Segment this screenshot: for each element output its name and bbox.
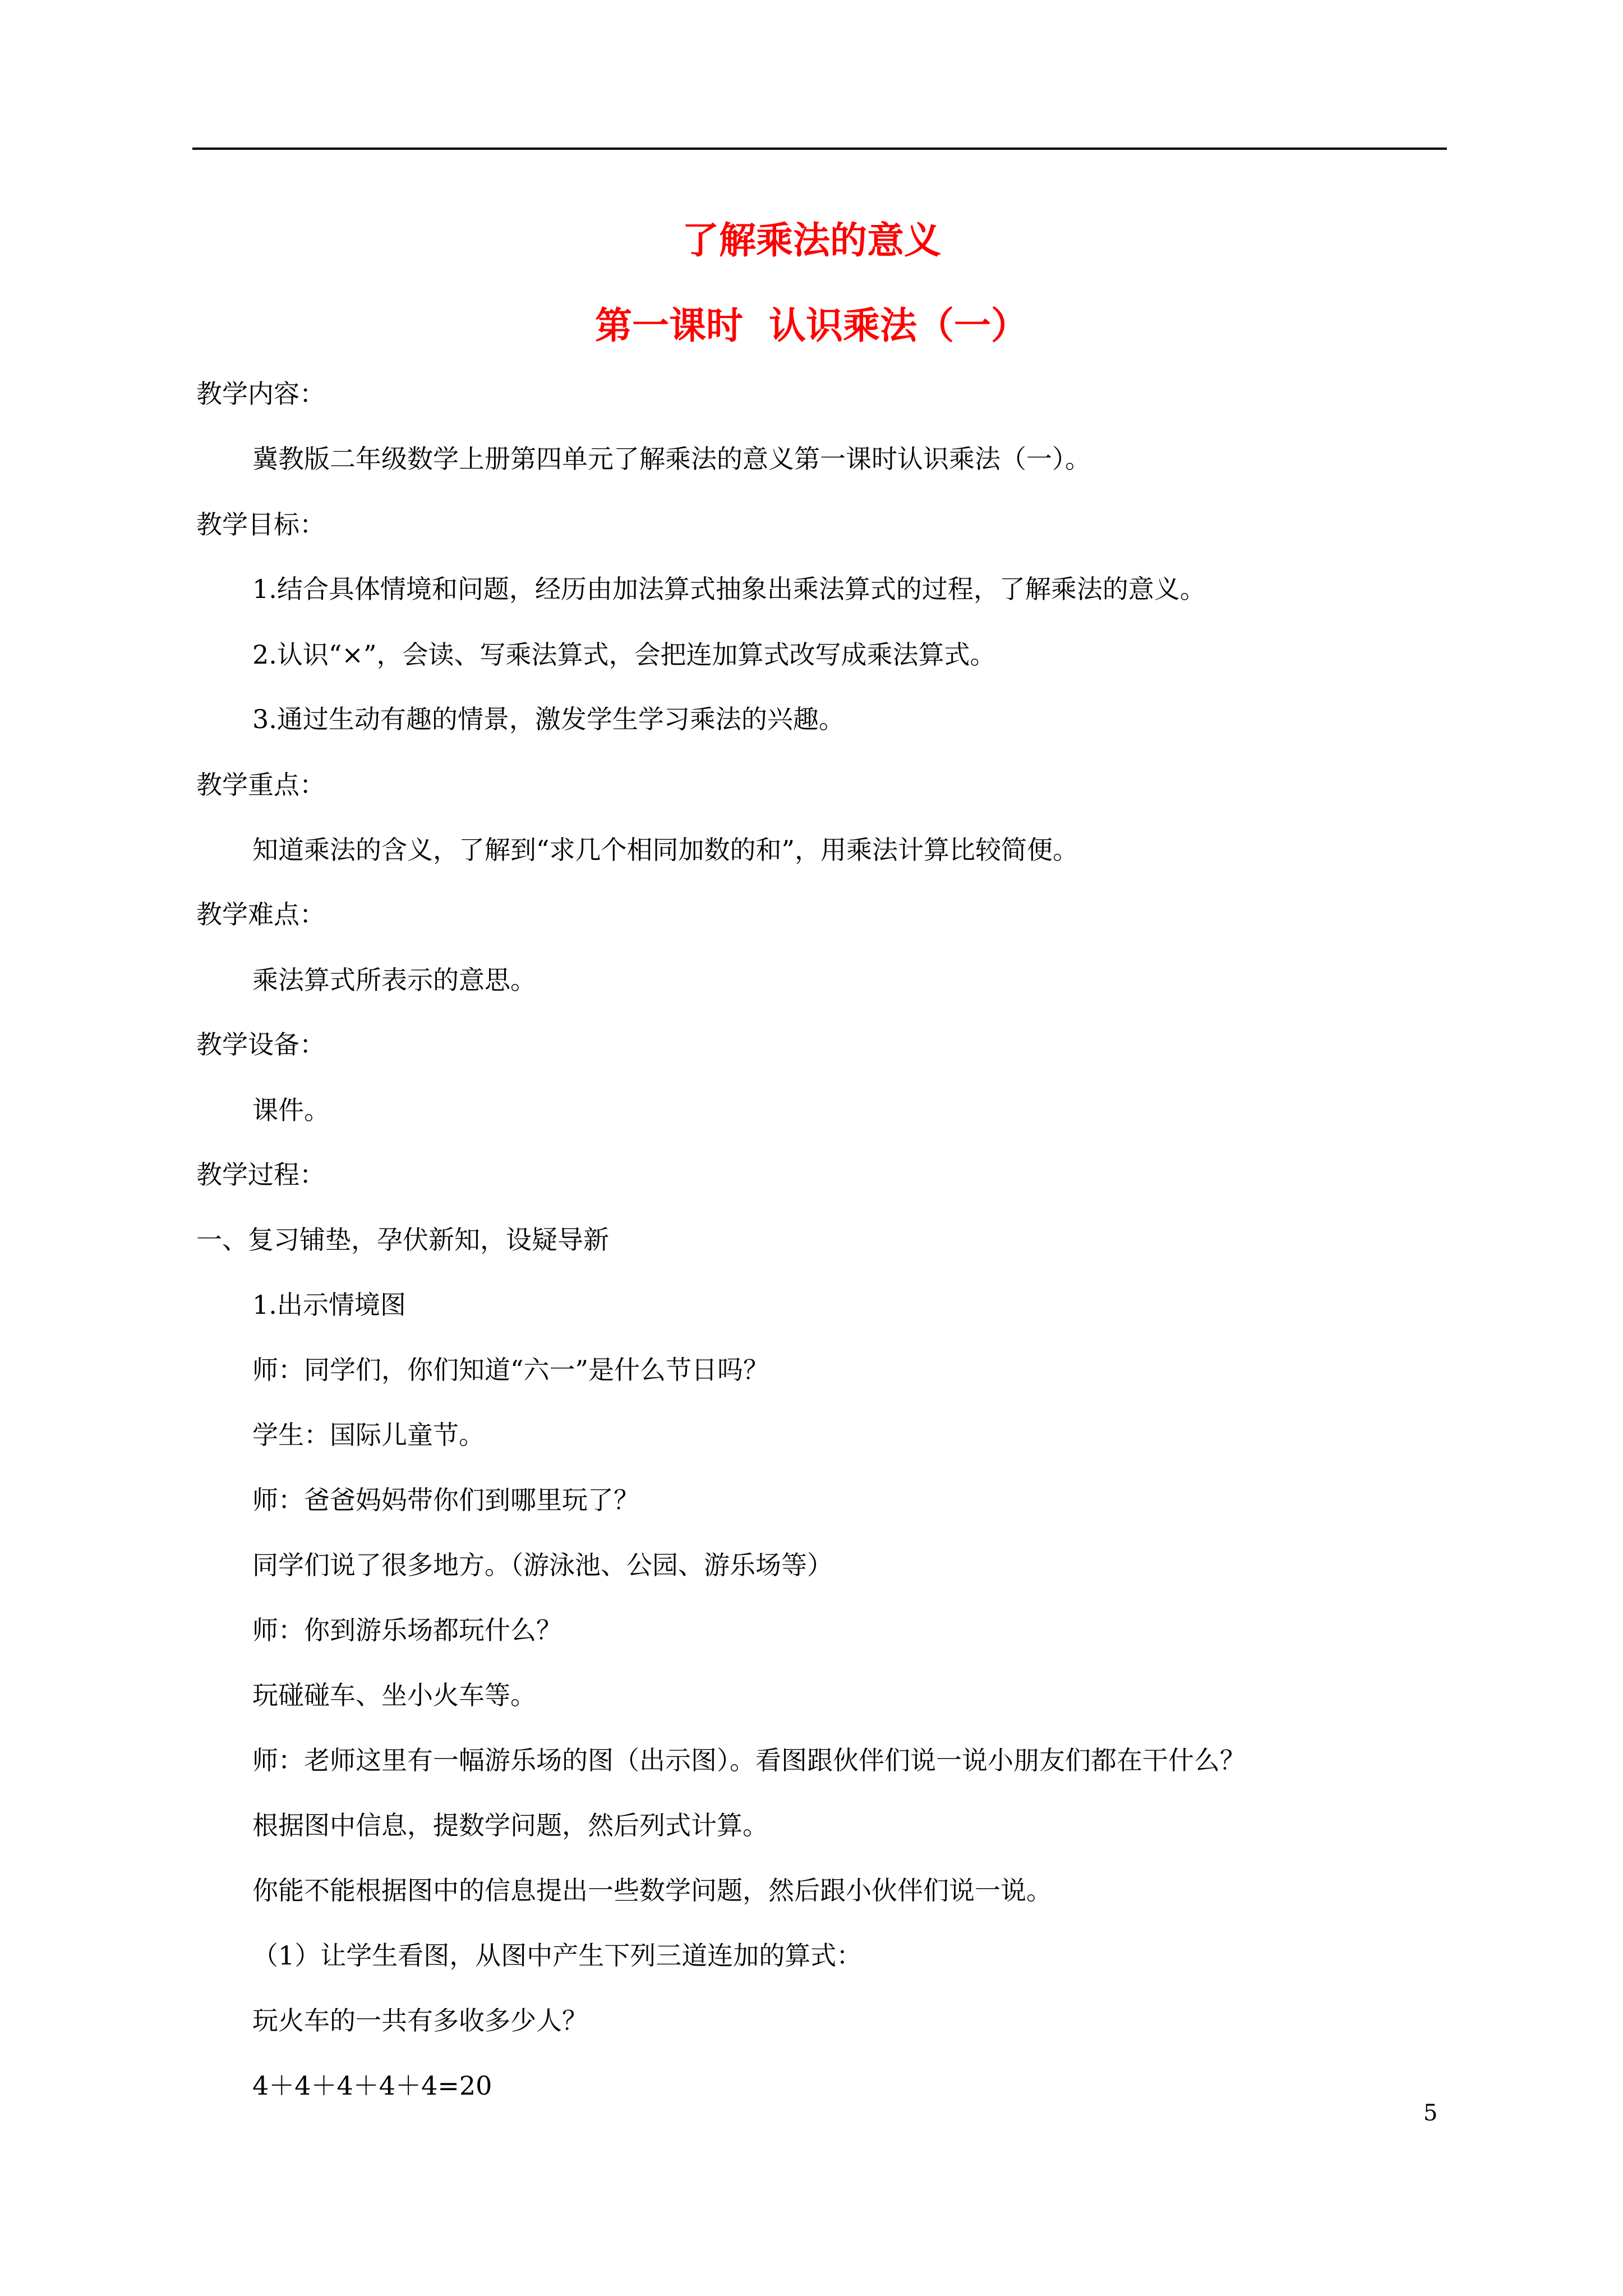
dialogue-line: 玩碰碰车、坐小火车等。 [252, 1680, 536, 1710]
dialogue-line: 师：你到游乐场都玩什么？ [252, 1615, 562, 1645]
dialogue-line: 学生：国际儿童节。 [252, 1420, 485, 1450]
goal-item-1: 1.结合具体情境和问题，经历由加法算式抽象出乘法算式的过程，了解乘法的意义。 [252, 574, 1206, 604]
addition-equation: 4＋4＋4＋4＋4=20 [252, 2070, 492, 2101]
goal-item-3: 3.通过生动有趣的情景，激发学生学习乘法的兴趣。 [252, 704, 845, 734]
dialogue-line: 同学们说了很多地方。（游泳池、公园、游乐场等） [252, 1550, 833, 1580]
goal-item-2: 2.认识“×”，会读、写乘法算式，会把连加算式改写成乘法算式。 [252, 639, 996, 670]
heading-equipment: 教学设备： [196, 1029, 325, 1060]
document-title: 了解乘法的意义 [682, 218, 941, 262]
heading-teaching-content: 教学内容： [196, 379, 325, 409]
header-rule [192, 148, 1447, 150]
body-line: 你能不能根据图中的信息提出一些数学问题，然后跟小伙伴们说一说。 [252, 1875, 1052, 1906]
body-line: 玩火车的一共有多收多少人？ [252, 2005, 588, 2036]
teaching-content-text: 冀教版二年级数学上册第四单元了解乘法的意义第一课时认识乘法（一）。 [252, 444, 1091, 474]
section-one-heading: 一、复习铺垫，孕伏新知，设疑导新 [196, 1225, 609, 1255]
page-number: 5 [1423, 2100, 1438, 2126]
heading-process: 教学过程： [196, 1159, 325, 1190]
heading-key-points: 教学重点： [196, 770, 325, 800]
key-points-text: 知道乘法的含义，了解到“求几个相同加数的和”，用乘法计算比较简便。 [252, 835, 1079, 865]
difficulties-text: 乘法算式所表示的意思。 [252, 965, 536, 995]
dialogue-line: 师：同学们，你们知道“六一”是什么节日吗？ [252, 1355, 769, 1385]
equipment-text: 课件。 [252, 1095, 330, 1125]
step-show-scene: 1.出示情境图 [252, 1290, 406, 1320]
heading-teaching-goals: 教学目标： [196, 509, 325, 540]
lesson-subtitle: 第一课时 认识乘法（一） [595, 303, 1028, 347]
body-line: 根据图中信息，提数学问题，然后列式计算。 [252, 1810, 768, 1841]
heading-difficulties: 教学难点： [196, 899, 325, 930]
dialogue-line: 师：老师这里有一幅游乐场的图（出示图）。看图跟伙伴们说一说小朋友们都在干什么？ [252, 1745, 1246, 1775]
body-line: （1）让学生看图，从图中产生下列三道连加的算式： [252, 1940, 863, 1971]
dialogue-line: 师：爸爸妈妈带你们到哪里玩了？ [252, 1485, 639, 1515]
